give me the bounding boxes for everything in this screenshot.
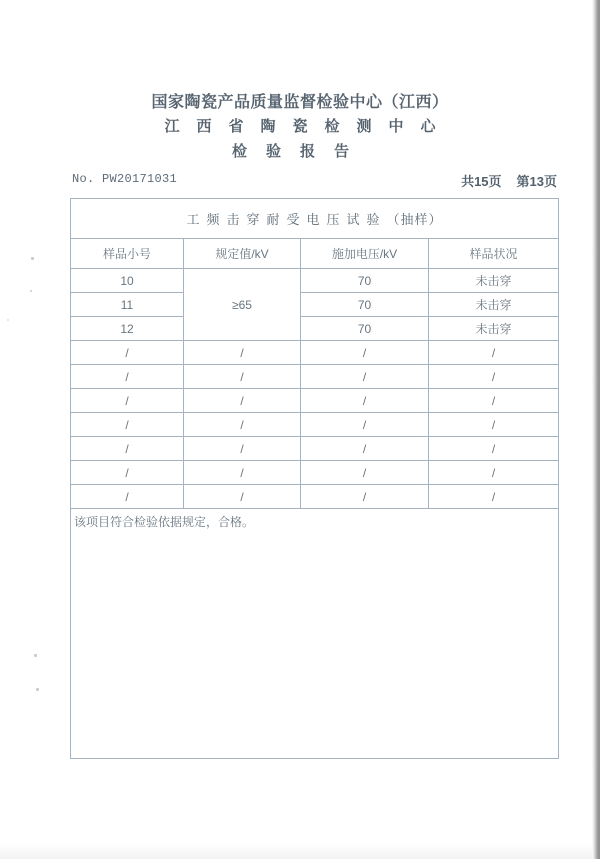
empty-cell: / bbox=[429, 485, 559, 509]
sample-status-cell: 未击穿 bbox=[429, 317, 559, 341]
empty-cell: / bbox=[301, 461, 429, 485]
empty-cell: / bbox=[184, 413, 301, 437]
sample-no-cell: 11 bbox=[71, 293, 184, 317]
table-title-row bbox=[71, 199, 559, 239]
applied-voltage-cell: 70 bbox=[301, 317, 429, 341]
empty-table-row bbox=[71, 413, 559, 437]
test-result-table bbox=[70, 198, 559, 759]
table-row bbox=[71, 293, 559, 317]
empty-cell: / bbox=[301, 413, 429, 437]
column-header-applied-voltage: 施加电压/kV bbox=[301, 239, 429, 269]
empty-cell: / bbox=[301, 437, 429, 461]
column-header-sample-no: 样品小号 bbox=[71, 239, 184, 269]
empty-cell: / bbox=[71, 437, 184, 461]
table-header-row bbox=[71, 239, 559, 269]
empty-cell: / bbox=[184, 437, 301, 461]
empty-cell: / bbox=[429, 413, 559, 437]
report-meta-row bbox=[72, 171, 557, 189]
column-header-spec-value: 规定值/kV bbox=[184, 239, 301, 269]
empty-cell: / bbox=[429, 365, 559, 389]
empty-cell: / bbox=[429, 437, 559, 461]
sample-no-cell: 12 bbox=[71, 317, 184, 341]
empty-table-row bbox=[71, 437, 559, 461]
empty-table-row bbox=[71, 461, 559, 485]
table-title-cell bbox=[71, 199, 559, 239]
empty-cell: / bbox=[184, 365, 301, 389]
conclusion-text: 该项目符合检验依据规定，合格。 bbox=[71, 509, 559, 759]
scan-speck bbox=[31, 257, 34, 260]
empty-cell: / bbox=[71, 341, 184, 365]
empty-cell: / bbox=[301, 389, 429, 413]
sample-no-cell: 10 bbox=[71, 269, 184, 293]
applied-voltage-cell: 70 bbox=[301, 293, 429, 317]
scan-speck bbox=[36, 688, 39, 691]
empty-cell: / bbox=[71, 389, 184, 413]
empty-cell: / bbox=[184, 341, 301, 365]
empty-cell: / bbox=[429, 389, 559, 413]
conclusion-row bbox=[71, 509, 559, 759]
empty-table-row bbox=[71, 365, 559, 389]
empty-cell: / bbox=[71, 485, 184, 509]
page-indicator bbox=[461, 171, 557, 190]
sample-status-cell: 未击穿 bbox=[429, 269, 559, 293]
report-title: 检验报告 bbox=[231, 143, 368, 160]
column-header-sample-status: 样品状况 bbox=[429, 239, 559, 269]
empty-cell: / bbox=[301, 341, 429, 365]
table-title-main: 工频击穿耐受电压试验 bbox=[186, 212, 387, 227]
empty-table-row bbox=[71, 485, 559, 509]
table-row bbox=[71, 269, 559, 293]
page-current: 第13页 bbox=[516, 174, 557, 189]
empty-cell: / bbox=[184, 485, 301, 509]
org-name-line1: 国家陶瓷产品质量监督检验中心（江西） bbox=[151, 94, 449, 111]
sample-status-cell: 未击穿 bbox=[429, 293, 559, 317]
pages-total: 共15页 bbox=[461, 174, 502, 189]
empty-cell: / bbox=[301, 365, 429, 389]
report-number: No. PW20171031 bbox=[72, 172, 178, 186]
scan-speck bbox=[30, 290, 32, 292]
org-name-line2: 江西省陶瓷检测中心 bbox=[164, 118, 453, 135]
scan-speck bbox=[7, 319, 9, 321]
empty-cell: / bbox=[71, 461, 184, 485]
spec-value-cell: ≥65 bbox=[184, 269, 301, 341]
empty-table-row bbox=[71, 341, 559, 365]
empty-cell: / bbox=[71, 365, 184, 389]
empty-cell: / bbox=[71, 413, 184, 437]
empty-table-row bbox=[71, 389, 559, 413]
empty-cell: / bbox=[301, 485, 429, 509]
table-row bbox=[71, 317, 559, 341]
scan-speck bbox=[34, 654, 37, 657]
empty-cell: / bbox=[429, 341, 559, 365]
scan-shadow-bottom bbox=[0, 843, 592, 859]
applied-voltage-cell: 70 bbox=[301, 269, 429, 293]
empty-cell: / bbox=[429, 461, 559, 485]
empty-cell: / bbox=[184, 461, 301, 485]
table-title-suffix: （抽样） bbox=[386, 212, 443, 227]
empty-cell: / bbox=[184, 389, 301, 413]
